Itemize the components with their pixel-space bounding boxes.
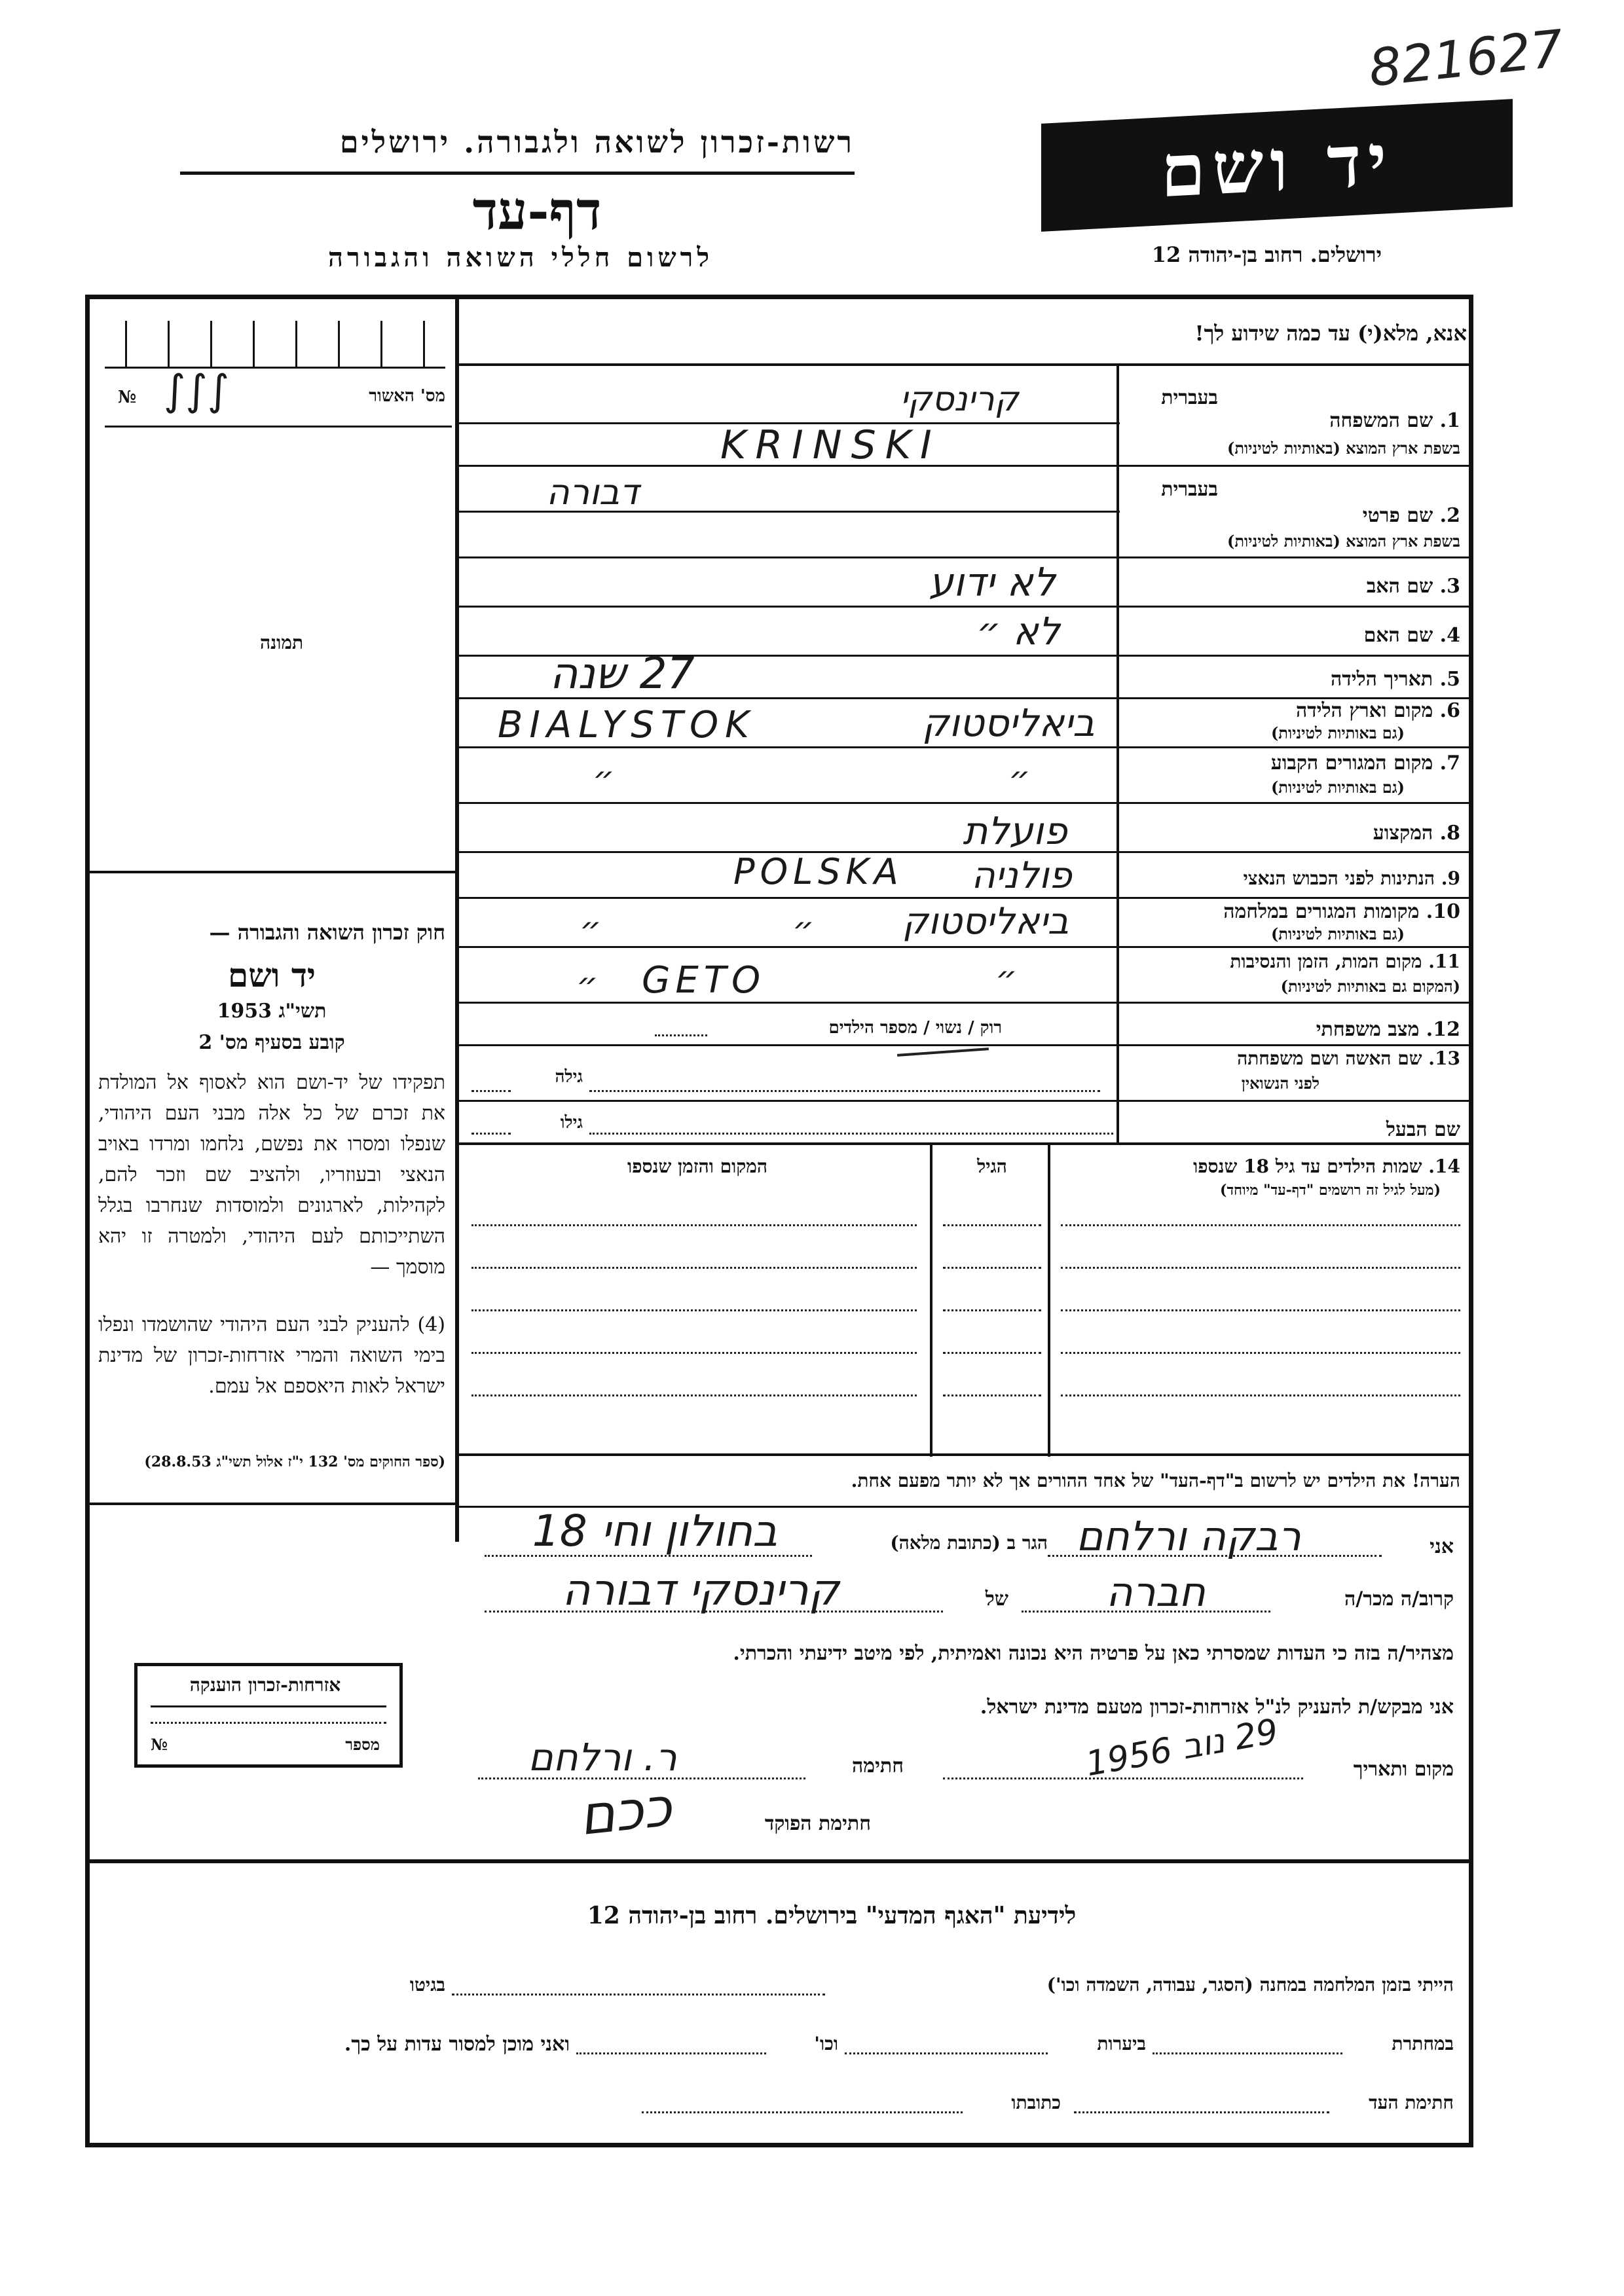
- field-9-latin-value: POLSKA: [733, 851, 904, 892]
- children-bottom-rule: [455, 1453, 1473, 1456]
- law-year: תשי"ג 1953: [217, 1000, 327, 1023]
- rule-10: [455, 946, 1473, 948]
- footer-line2-d: ואני מוכן למסור עדות על כך.: [344, 2033, 570, 2056]
- footer-line1-a: הייתי בזמן המלחמה במחנה (הסגר, עבודה, השמדה וכו'): [1046, 1974, 1454, 1995]
- rule-2: [455, 556, 1473, 558]
- children-place-header: המקום והזמן שנספו: [627, 1156, 767, 1177]
- footer-line2-dots-2: [845, 2052, 1048, 2054]
- declarant-address: בחולון וחי 18: [532, 1506, 778, 1556]
- footer-line3-a: חתימת העד: [1369, 2092, 1454, 2113]
- children-row-5c: [1061, 1394, 1460, 1396]
- tick-boxes: [105, 321, 445, 369]
- children-sub: (מעל לגיל זה רושמים "דף-עד" מיוחד): [1220, 1182, 1441, 1199]
- photo-label: תמונה: [259, 632, 304, 653]
- law-box-bottom-rule: [85, 1503, 458, 1505]
- field-4-value: לא ״: [976, 609, 1060, 653]
- children-row-2a: [471, 1267, 917, 1269]
- field-6-hebrew-value: ביאליסטוק: [922, 701, 1095, 745]
- law-name: יד ושם: [228, 956, 316, 994]
- husband-age-label: גילו: [560, 1113, 583, 1133]
- law-section: קובע בסעיף מס' 2: [198, 1031, 345, 1054]
- top-rule: [455, 363, 1473, 366]
- footer-line2-a: במחתרת: [1392, 2033, 1454, 2054]
- rule-11: [455, 1002, 1473, 1004]
- field-1-hebrew-value: קרינסקי: [900, 380, 1019, 419]
- field-2-hebrew-value: דבורה: [546, 471, 639, 513]
- field-1-sub: בשפת ארץ המוצא (באותיות לטיניות): [1227, 439, 1460, 458]
- declaration: מצהיר/ה בזה כי העדות שמסרתי כאן על פרטיה היא נכונה ואמיתית, לפי מיטב ידיעתי והכרתי.: [733, 1642, 1454, 1665]
- header-underline: [180, 172, 855, 175]
- confirmation-rule: [105, 426, 452, 428]
- rule-1: [455, 465, 1473, 467]
- relation-label: קרוב/ה מכר/ה: [1344, 1588, 1454, 1611]
- husband-dots: [589, 1133, 1113, 1135]
- field-6-latin-value: BIALYSTOK: [498, 704, 756, 746]
- place-date-dots: [943, 1777, 1303, 1779]
- citizenship-dots-1: [151, 1722, 386, 1724]
- children-col-2: [1048, 1142, 1050, 1457]
- field-11-ditto-2: ״: [995, 959, 1018, 998]
- children-row-1c: [1061, 1224, 1460, 1226]
- relation-dots: [1022, 1611, 1270, 1613]
- field-9-hebrew-value: פולניה: [971, 854, 1072, 897]
- logo: [1041, 99, 1513, 232]
- field-4-label: 4. שם האם: [1363, 624, 1460, 647]
- children-row-3b: [943, 1309, 1041, 1311]
- field-13-dots: [589, 1090, 1100, 1092]
- official-signature: ככם: [576, 1776, 675, 1848]
- citizenship-number-label: מספר: [345, 1735, 380, 1754]
- declarant-i-label: אני: [1430, 1535, 1454, 1558]
- field-6-sub: (גם באותיות לטיניות): [1270, 723, 1405, 742]
- form-title: דף-עד: [472, 180, 602, 242]
- children-row-3a: [471, 1309, 917, 1311]
- archive-number: 821627: [1366, 19, 1566, 99]
- note: הערה! את הילדים יש לרשום ב"דף-העד" של אחד ההורים אך לא יותר מפעם אחת.: [851, 1470, 1460, 1491]
- field-3-value: לא ידוע: [929, 560, 1056, 606]
- footer-title: לידיעת "האגף המדעי" בירושלים. רחוב בן-יהודה 12: [587, 1902, 1077, 1929]
- field-7-ditto-1: ״: [593, 759, 615, 799]
- left-column-divider: [455, 295, 459, 1542]
- law-box-top-rule: [85, 871, 458, 873]
- field-7-sub: (גם באותיות לטיניות): [1270, 778, 1405, 797]
- children-row-5a: [471, 1394, 917, 1396]
- of-label: של: [985, 1588, 1008, 1611]
- declarant-name-dots: [1048, 1555, 1382, 1557]
- place-date-label: מקום ותאריך: [1353, 1758, 1454, 1781]
- logo-text: יד ושם: [1160, 117, 1393, 214]
- citizenship-rule: [151, 1705, 386, 1707]
- field-13-age-label: גילה: [555, 1067, 583, 1087]
- header-address: ירושלים. רחוב בן-יהודה 12: [1151, 242, 1382, 267]
- field-11-label: 11. מקום המות, הזמן והנסיבות: [1230, 951, 1460, 972]
- signature-label: חתימה: [852, 1755, 904, 1777]
- citizenship-title: אזרחות-זכרון הוענקה: [189, 1674, 341, 1696]
- children-row-4c: [1061, 1352, 1460, 1354]
- request: אני מבקש/ת להעניק לנ"ל אזרחות-זכרון מטעם מדינת ישראל.: [980, 1696, 1454, 1719]
- field-11-ditto-1: ״: [576, 966, 599, 1005]
- field-7-label: 7. מקום המגורים הקבוע: [1270, 752, 1460, 774]
- children-row-4b: [943, 1352, 1041, 1354]
- footer-line2-dots-1: [1153, 2052, 1342, 2054]
- husband-age-dots: [471, 1133, 511, 1135]
- field-11-sub: (המקום גם באותיות לטיניות): [1280, 977, 1460, 996]
- instructions: אנא, מלא(י) עד כמה שידוע לך!: [1194, 321, 1467, 346]
- children-top-rule: [455, 1142, 1473, 1145]
- children-col-1: [930, 1142, 932, 1457]
- field-2-sub: בשפת ארץ המוצא (באותיות לטיניות): [1227, 532, 1460, 551]
- children-age-header: הגיל: [977, 1156, 1007, 1177]
- footer-line1-b: בגיטו: [409, 1974, 445, 1995]
- citizenship-box: [134, 1663, 403, 1768]
- confirmation-no: №: [118, 388, 137, 407]
- in-hebrew-label-1: בעברית: [1161, 386, 1218, 409]
- children-row-1a: [471, 1224, 917, 1226]
- footer-line1-dots: [452, 1994, 825, 1995]
- place-date-value: 29 נוב 1956: [1082, 1711, 1282, 1785]
- field-9-label: 9. הנתינות לפני הכבוש הנאצי: [1243, 867, 1460, 889]
- children-row-1b: [943, 1224, 1041, 1226]
- rule-12: [455, 1044, 1473, 1046]
- official-label: חתימת הפוקד: [764, 1812, 871, 1835]
- footer-line3-b: כתובתו: [1011, 2092, 1061, 2113]
- field-5-value: 27 שנה: [549, 648, 695, 699]
- field-5-label: 5. תאריך הלידה: [1331, 668, 1460, 691]
- field-13-age-dots: [471, 1090, 511, 1092]
- rule-9: [455, 897, 1473, 899]
- footer-line3-dots-1: [1074, 2111, 1329, 2113]
- field-3-label: 3. שם האב: [1366, 575, 1460, 598]
- confirmation-label: מס' האשור: [369, 386, 445, 406]
- declarant-name: רבקה ורלחם: [1076, 1512, 1301, 1560]
- form-subtitle: לרשום חללי השואה והגבורה: [327, 242, 714, 273]
- field-12-dots: [655, 1034, 707, 1036]
- field-10-value: ביאליסטוק: [902, 900, 1069, 943]
- field-6-label: 6. מקום וארץ הלידה: [1295, 699, 1460, 722]
- of-value: קרינסקי דבורה: [562, 1565, 840, 1615]
- rule-6: [455, 746, 1473, 748]
- citizenship-no: №: [151, 1735, 168, 1754]
- field-12-options: רוק / נשוי / מספר הילדים: [828, 1018, 1002, 1038]
- law-clause: (4) להעניק לבני העם היהודי שהושמדו ונפלו בימי השואה והמרי אזרחות-זכרון של מדינת ישראל לאות היאספם אל עמם.: [98, 1313, 445, 1398]
- rule-7: [455, 802, 1473, 804]
- rule-3: [455, 606, 1473, 608]
- signature-value: ר. ורלחם: [528, 1735, 677, 1779]
- field-13-sub: לפני הנשואין: [1241, 1074, 1320, 1093]
- rule-13: [455, 1100, 1473, 1102]
- law-body: תפקידו של יד-ושם הוא לאסוף אל המולדת את זכרם של כל אלה מבני העם היהודי, שנפלו ומסרו את נפשם, נלחמו ומרדו באויב הנאצי ובעוזריו, ולהציב שם וזכר להם, לקהילות, לארגונים ולמוסדות שנחרבו בגלל השתייכותם לעם היהודי, ולמטרה זו יהא מוסמך —: [98, 1071, 445, 1279]
- children-row-3c: [1061, 1309, 1460, 1311]
- field-10-label: 10. מקומות המגורים במלחמה: [1223, 900, 1460, 923]
- field-8-value: פועלת: [963, 809, 1067, 853]
- in-hebrew-label-2: בעברית: [1161, 478, 1218, 501]
- children-label: 14. שמות הילדים עד גיל 18 שנספו: [1193, 1156, 1460, 1177]
- relation-value: חברה: [1106, 1568, 1206, 1616]
- children-row-4a: [471, 1352, 917, 1354]
- confirmation-number-scribble: ∫∫∫: [164, 367, 230, 415]
- footer-separator: [85, 1859, 1473, 1863]
- declarant-address-dots: [485, 1555, 812, 1557]
- field-1-label: 1. שם המשפחה: [1329, 409, 1460, 432]
- field-1-latin-value: KRINSKI: [720, 422, 941, 468]
- children-row-2c: [1061, 1267, 1460, 1269]
- field-7-ditto-2: ״: [1008, 759, 1031, 799]
- of-dots: [485, 1611, 943, 1613]
- children-row-2b: [943, 1267, 1041, 1269]
- field-11-value: GETO: [642, 959, 766, 1002]
- law-title: חוק זכרון השואה והגבורה —: [209, 920, 445, 945]
- footer-line3-dots-2: [642, 2111, 963, 2113]
- husband-label: שם הבעל: [1386, 1118, 1460, 1141]
- field-8-label: 8. המקצוע: [1373, 822, 1460, 845]
- footer-line2-b: ביערות: [1097, 2033, 1146, 2054]
- field-10-ditto-2: ״: [792, 910, 815, 949]
- declarant-resides-label: הגר ב (כתובת מלאה): [890, 1532, 1048, 1554]
- field-10-ditto-1: ״: [580, 910, 602, 949]
- authority-line: רשות-זכרון לשואה ולגבורה. ירושלים: [339, 124, 855, 160]
- field-12-label: 12. מצב משפחתי: [1316, 1018, 1460, 1041]
- footer-line2-dots-3: [576, 2052, 766, 2054]
- field-10-sub: (גם באותיות לטיניות): [1270, 924, 1405, 943]
- law-ref: (ספר החוקים מס' 132 י"ז אלול תשי"ג 28.8.53): [144, 1453, 445, 1470]
- children-row-5b: [943, 1394, 1041, 1396]
- field-13-label: 13. שם האשה ושם משפחתה: [1237, 1048, 1460, 1069]
- field-2-label: 2. שם פרטי: [1362, 504, 1460, 527]
- label-column-divider: [1116, 363, 1119, 1142]
- footer-line2-c: וכו': [814, 2033, 838, 2054]
